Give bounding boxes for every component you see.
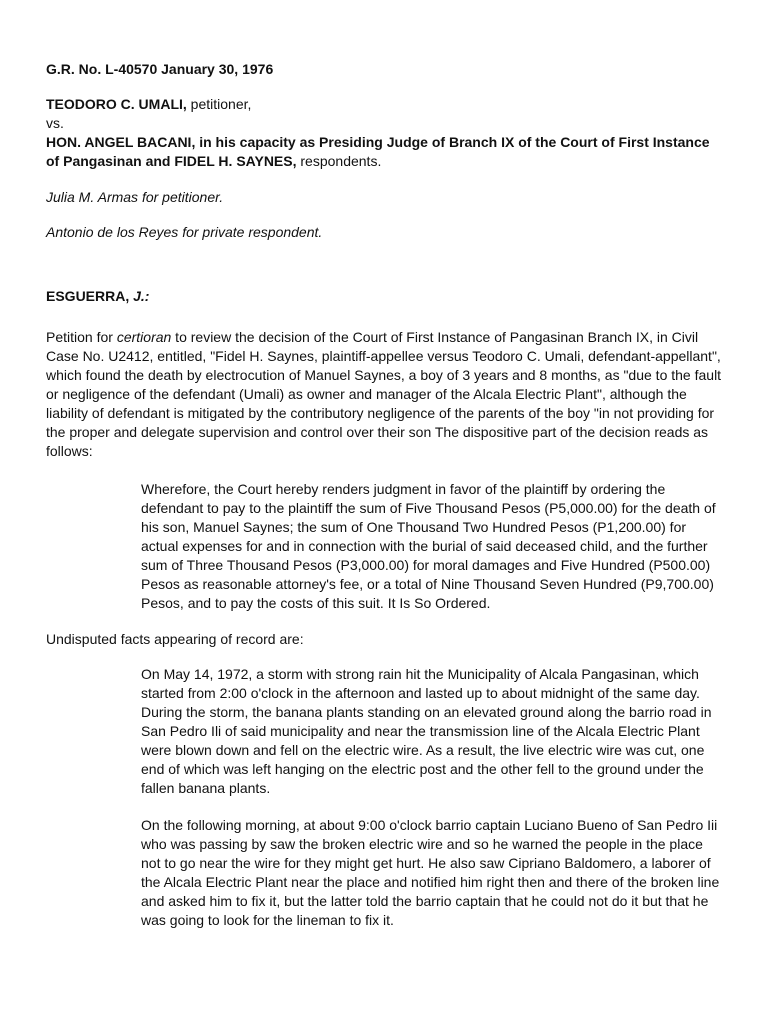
undisputed-heading: Undisputed facts appearing of record are: <box>46 631 304 647</box>
intro-term: certioran <box>116 329 172 345</box>
ponente-name: ESGUERRA, <box>46 288 130 304</box>
dispositive-quote <box>141 480 725 613</box>
facts-quote <box>141 665 725 930</box>
case-number: G.R. No. L-40570 January 30, 1976 <box>46 61 274 77</box>
document-page <box>46 60 726 930</box>
ponente-title: J.: <box>133 288 150 304</box>
petitioner-name: TEODORO C. UMALI, <box>46 96 187 112</box>
dispositive-text: Wherefore, the Court hereby renders judgment in favor of the plaintiff by ordering the defendant to pay to the plaintiff the sum of Five Thousand Pesos (P5,000.00) for the death of his son, Manuel Saynes; the sum of One Thousand Two Hundred Pesos (P1,200.00) for actual expenses for and in connection with the burial of said deceased child, and the further sum of Three Thousand Pesos (P3,000.00) for moral damages and Five Hundred (P500.00) Pesos as reasonable attorney's fee, or a total of Nine Thousand Seven Hundred (P9,700.00) Pesos, and to pay the costs of this suit. It Is So Ordered. <box>141 481 716 611</box>
intro-text-start: Petition for <box>46 329 117 345</box>
fact-paragraph-2: On the following morning, at about 9:00 o'clock barrio captain Luciano Bueno of San Pedro Iii who was passing by saw the broken electric wire and so he warned the people in the place not to go near the wire for they might get hurt. He also saw Cipriano Baldomero, a laborer of the Alcala Electric Plant near the place and notified him right then and there of the broken line and asked him to fix it, but the latter told the barrio captain that he could not do it but that he was going to look for the lineman to fix it. <box>141 817 720 928</box>
counsel-petitioner: Julia M. Armas for petitioner. <box>46 189 224 205</box>
fact-paragraph-1: On May 14, 1972, a storm with strong rain hit the Municipality of Alcala Pangasinan, which started from 2:00 o'clock in the afternoon and lasted up to about midnight of the same day. During the storm, the banana plants standing on an elevated ground along the barrio road in San Pedro Ili of said municipality and near the transmission line of the Alcala Electric Plant were blown down and fell on the electric wire. As a result, the live electric wire was cut, one end of which was left hanging on the electric post and the other fell to the ground under the fallen banana plants. <box>141 666 712 796</box>
counsel-respondent: Antonio de los Reyes for private respondent. <box>46 224 323 240</box>
respondents-names: HON. ANGEL BACANI, in his capacity as Presiding Judge of Branch IX of the Court of First Instance of Pangasinan and FIDEL H. SAYNES, <box>46 134 710 169</box>
intro-paragraph <box>46 328 726 461</box>
petitioner-role: petitioner, <box>190 96 252 112</box>
ponente <box>46 287 726 306</box>
petitioner-line <box>46 95 726 114</box>
respondents-line <box>46 133 726 171</box>
versus-label: vs. <box>46 115 64 131</box>
intro-text-rest: to review the decision of the Court of First Instance of Pangasinan Branch IX, in Civil Case No. U2412, entitled, "Fidel H. Saynes, plaintiff-appellee versus Teodoro C. Umali, defendant-appellant", which found the death by electrocution of Manuel Saynes, a boy of 3 years and 8 months, as "due to the fault or negligence of the defendant (Umali) as owner and manager of the Alcala Electric Plant", although the liability of defendant is mitigated by the contributory negligence of the parents of the boy "in not providing for the proper and delegate supervision and control over their son The dispositive part of the decision reads as follows: <box>46 329 722 459</box>
respondents-role: respondents. <box>300 153 382 169</box>
